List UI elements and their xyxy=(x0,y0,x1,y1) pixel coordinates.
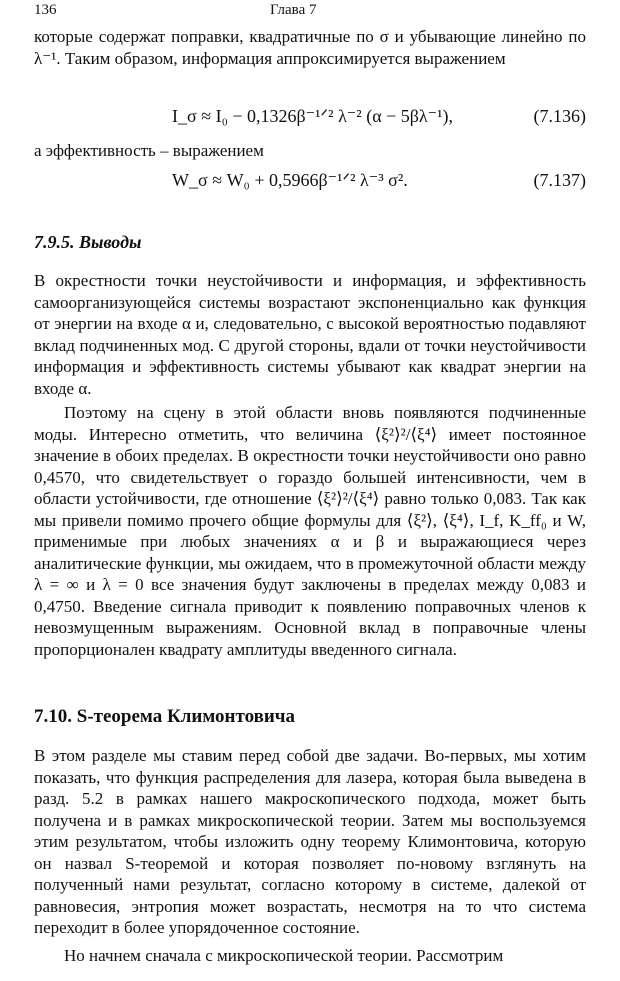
intro-paragraph: которые содержат поправки, квадратичные по σ и убывающие линейно по λ⁻¹. Таким образом, информация аппроксимируется выражением xyxy=(34,27,586,68)
section-heading: 7.10. S-теорема Климонтовича xyxy=(34,706,296,727)
chapter-title: Глава 7 xyxy=(270,2,317,18)
formula-expression: I_σ ≈ I₀ − 0,1326β⁻¹ᐟ² λ⁻² (α − 5βλ⁻¹), xyxy=(172,106,454,126)
formula-expression: W_σ ≈ W₀ + 0,5966β⁻¹ᐟ² λ⁻³ σ². xyxy=(172,170,408,190)
equation-number: (7.137) xyxy=(533,170,586,190)
equation-number: (7.136) xyxy=(533,106,586,126)
formula-7-137 xyxy=(34,168,586,192)
conclusions-paragraph-1: В окрестности точки неустойчивости и информация, и эффективность самоорганизующейся системы возрастают экспоненциально как функция от энергии на входе α и, следовательно, с высокой вероятностью подавляют вклад подчиненных мод. С другой стороны, вдали от точки неустойчивости информация и эффективность системы убывают как квадрат энергии на входе α. xyxy=(34,271,586,398)
conclusions-paragraph-2: Поэтому на сцену в этой области вновь появляются подчиненные моды. Интересно отметить, что величина ⟨ξ²⟩²/⟨ξ⁴⟩ имеет постоянное значение в обоих пределах. В окрестности точки неустойчивости оно равно 0,4570, что свидетельствует о гораздо большей интенсивности, чем в области устойчивости, где отношение ⟨ξ²⟩²/⟨ξ⁴⟩ равно только 0,083. Так как мы привели помимо прочего общие формулы для ⟨ξ²⟩, ⟨ξ⁴⟩, I_f, K_ff₀ и W, применимые при любых значениях α и β и выражающиеся через аналитические функции, мы ожидаем, что в промежуточной области между λ = ∞ и λ = 0 все значения будут заключены в пределах между 0,083 и 0,4750. Введение сигнала приводит к появлению поправочных членов к невозмущенным выражениям. Основной вклад в поправочные члены пропорционален квадрату амплитуды введенного сигнала. xyxy=(34,403,586,659)
subsection-heading: 7.9.5. Выводы xyxy=(34,232,142,252)
page-header xyxy=(0,2,620,22)
page-number: 136 xyxy=(34,2,57,18)
between-text: а эффективность – выражением xyxy=(34,141,264,160)
section-paragraph-2: Но начнем сначала с микроскопической теории. Рассмотрим xyxy=(64,946,504,965)
section-paragraph-1: В этом разделе мы ставим перед собой две задачи. Во-первых, мы хотим показать, что функция распределения для лазера, которая была выведена в разд. 5.2 в рамках нашего макроскопического подхода, может быть получена и в рамках микроскопической теории. Затем мы воспользуемся этим результатом, чтобы изложить одну теорему Климонтовича, которую он назвал S-теоремой и которая позволяет по-новому взглянуть на полученный нами результат, согласно которому в системе, далекой от равновесия, энтропия может возрастать, несмотря на то что система переходит в более упорядоченное состояние. xyxy=(34,746,586,937)
formula-7-136 xyxy=(34,104,586,128)
